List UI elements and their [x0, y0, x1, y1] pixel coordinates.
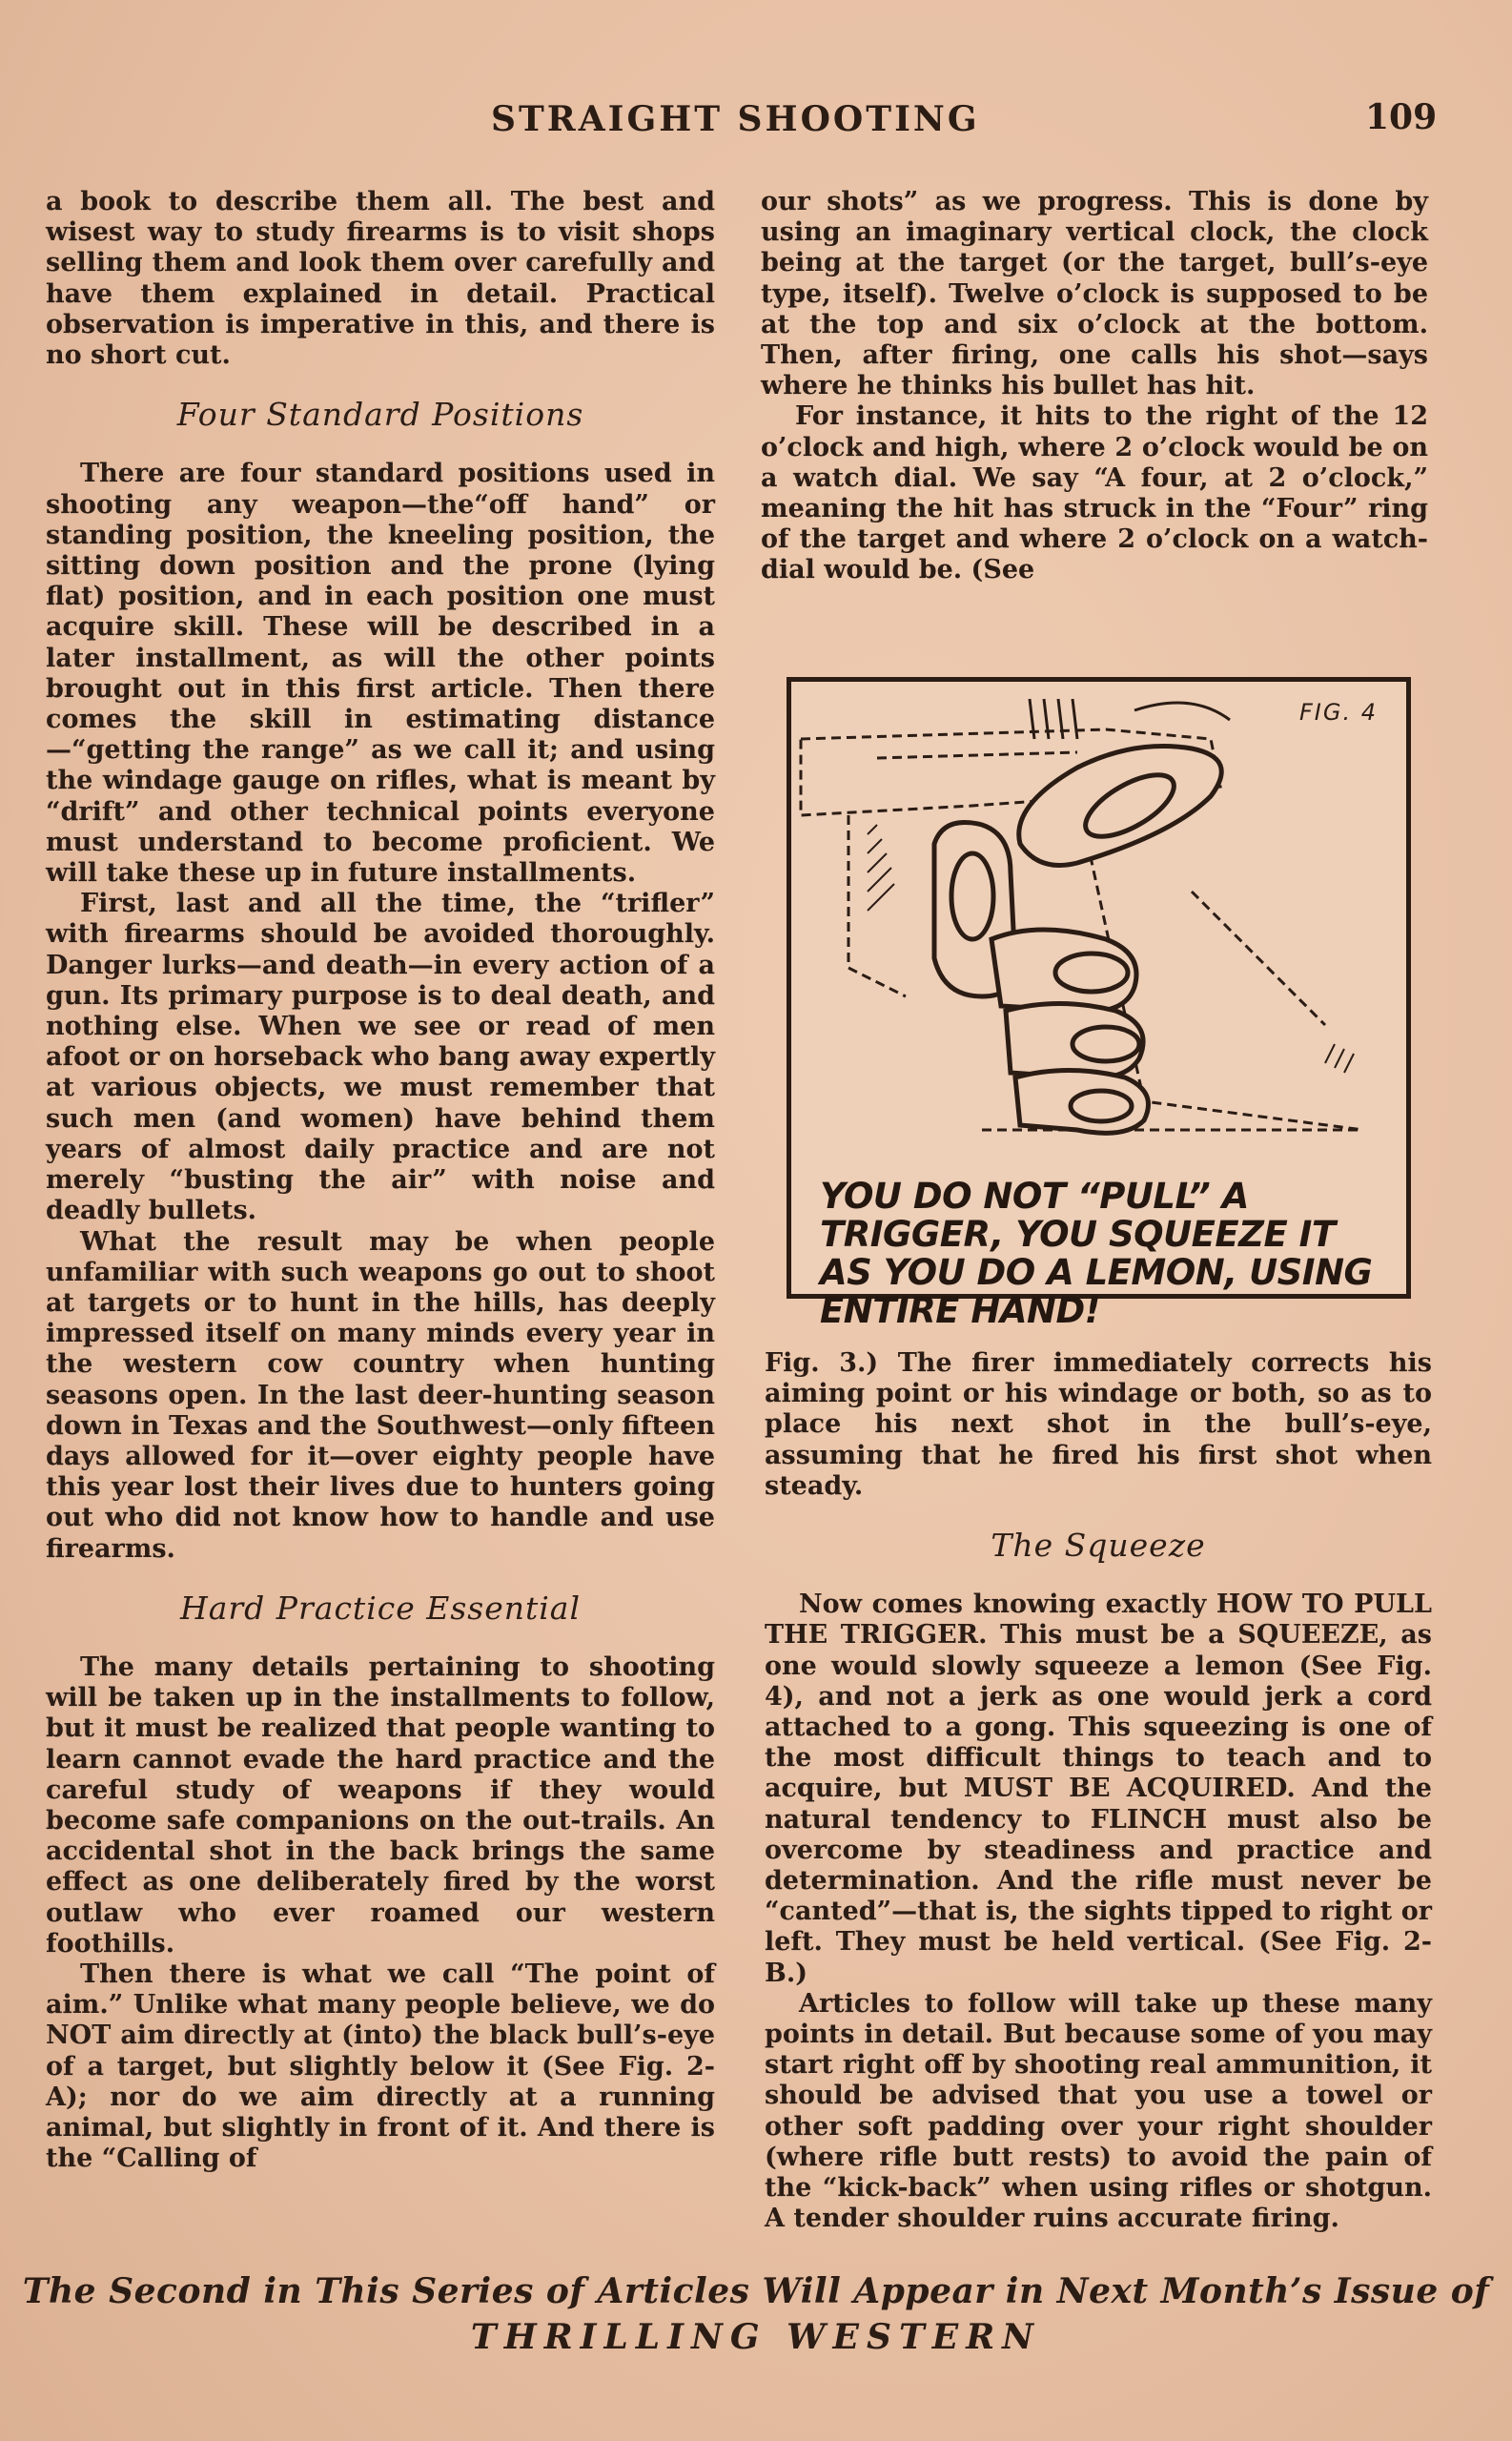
paragraph: Now comes knowing exactly HOW TO PULL THE TRIGGER. This must be a SQUEEZE, as one would slowly squeeze a lemon (See Fig. 4), and not a jerk as one would jerk a cord attached to a gong. This squeezing is one of the most difficult things to teach and to acquire, but MUST BE ACQUIRED. And the natural tendency to FLINCH must also be overcome by steadiness and practice and determination. And the rifle must never be “canted”—that is, the sights tipped to right or left. They must be held vertical. (See Fig. 2-B.) — [765, 1590, 1432, 1988]
paragraph: There are four standard positions used in shooting any weapon—the“off hand” or standing position, the kneeling position, the sitting down position and the prone (lying flat) position, and in each position one must acquire skill. These will be described in a later installment, as will the other points brought out in this first article. Then there comes the skill in estimating distance—“getting the range” as we call it; and using the windage gauge on rifles, what is meant by “drift” and other technical points everyone must understand to become proficient. We will take these up in future installments. — [46, 459, 715, 889]
paragraph: a book to describe them all. The best and wisest way to study firearms is to visit shops selling them and look them over carefully and have them explained in detail. Practical observation is imperative in this, and there is no short cut. — [46, 187, 715, 371]
page-number: 109 — [1365, 97, 1438, 137]
running-head: STRAIGHT SHOOTING — [491, 99, 980, 139]
paragraph: Articles to follow will take up these many points in detail. But because some of you may start right off by shooting real ammunition, it should be advised that you use a towel or other soft padding over your right shoulder (where rifle butt rests) to avoid the pain of the “kick-back” when using rifles or shotgun. A tender shoulder ruins accurate firing. — [765, 1988, 1432, 2234]
paragraph: For instance, it hits to the right of the 12 o’clock and high, where 2 o’clock would be on a watch dial. We say “A four, at 2 o’clock,” meaning the hit has struck in the “Four” ring of the target and where 2 o’clock on a watch-dial would be. (See — [761, 401, 1428, 585]
paragraph: our shots” as we progress. This is done by using an imaginary vertical clock, the clock being at the target (or the target, bull’s-eye type, itself). Twelve o’clock is supposed to be at the top and six o’clock at the bottom. Then, after firing, one calls his shot—says where he thinks his bullet has hit. — [761, 187, 1428, 401]
paragraph: Then there is what we call “The point of aim.” Unlike what many people believe, we do NOT aim directly at (into) the black bull’s-eye of a target, but slightly below it (See Fig. 2-A); nor do we aim directly at a running animal, but slightly in front of it. And there is the “Calling of — [46, 1959, 715, 2174]
paragraph: The many details pertaining to shooting will be taken up in the installments to follow, but it must be realized that people wanting to learn cannot evade the hard practice and the careful study of weapons if they would become safe companions on the out-trails. An accidental shot in the back brings the same effect as one deliberately fired by the worst outlaw who ever roamed our western foothills. — [46, 1651, 715, 1959]
figure-label: FIG. 4 — [1298, 699, 1378, 726]
series-footer — [0, 2271, 1512, 2357]
right-column-top — [761, 187, 1428, 586]
paragraph: First, last and all the time, the “trifler” with firearms should be avoided thoroughly. Danger lurks—and death—in every action of a gun. Its primary purpose is to deal death, and nothing else. When we see or read of men afoot or on horseback who bang away expertly at various objects, we must remember that such men (and women) have behind them years of almost daily practice and are not merely “busting the air” with noise and deadly bullets. — [46, 889, 715, 1226]
left-column — [46, 187, 715, 2174]
section-heading: Hard Practice Essential — [179, 1589, 582, 1627]
paragraph: What the result may be when people unfamiliar with such weapons go out to shoot at targets or to hunt in the hills, has deeply impressed itself on many minds every year in the western cow country when hunting seasons open. In the last deer-hunting season down in Texas and the Southwest—only fifteen days allowed for it—over eighty people have this year lost their lives due to hunters going out who did not know how to handle and use firearms. — [46, 1226, 715, 1564]
magazine-title: THRILLING WESTERN — [470, 2317, 1042, 2357]
page-header — [0, 95, 1512, 153]
hand-squeezing-pistol-illustration — [791, 682, 1406, 1168]
section-heading: Four Standard Positions — [176, 396, 584, 434]
section-heading: The Squeeze — [991, 1527, 1206, 1565]
figure-caption: YOU DO NOT “PULL” A TRIGGER, YOU SQUEEZE IT AS YOU DO A LEMON, USING ENTIRE HAND! — [820, 1176, 1373, 1331]
figure-4 — [787, 677, 1411, 1331]
paragraph: Fig. 3.) The firer immediately corrects his aiming point or his windage or both, so as to place his next shot in the bull’s-eye, assuming that he fired his first shot when steady. — [765, 1348, 1432, 1501]
right-column-bottom — [765, 1348, 1432, 2234]
footer-note: The Second in This Series of Articles Will Appear in Next Month’s Issue of — [22, 2271, 1490, 2311]
